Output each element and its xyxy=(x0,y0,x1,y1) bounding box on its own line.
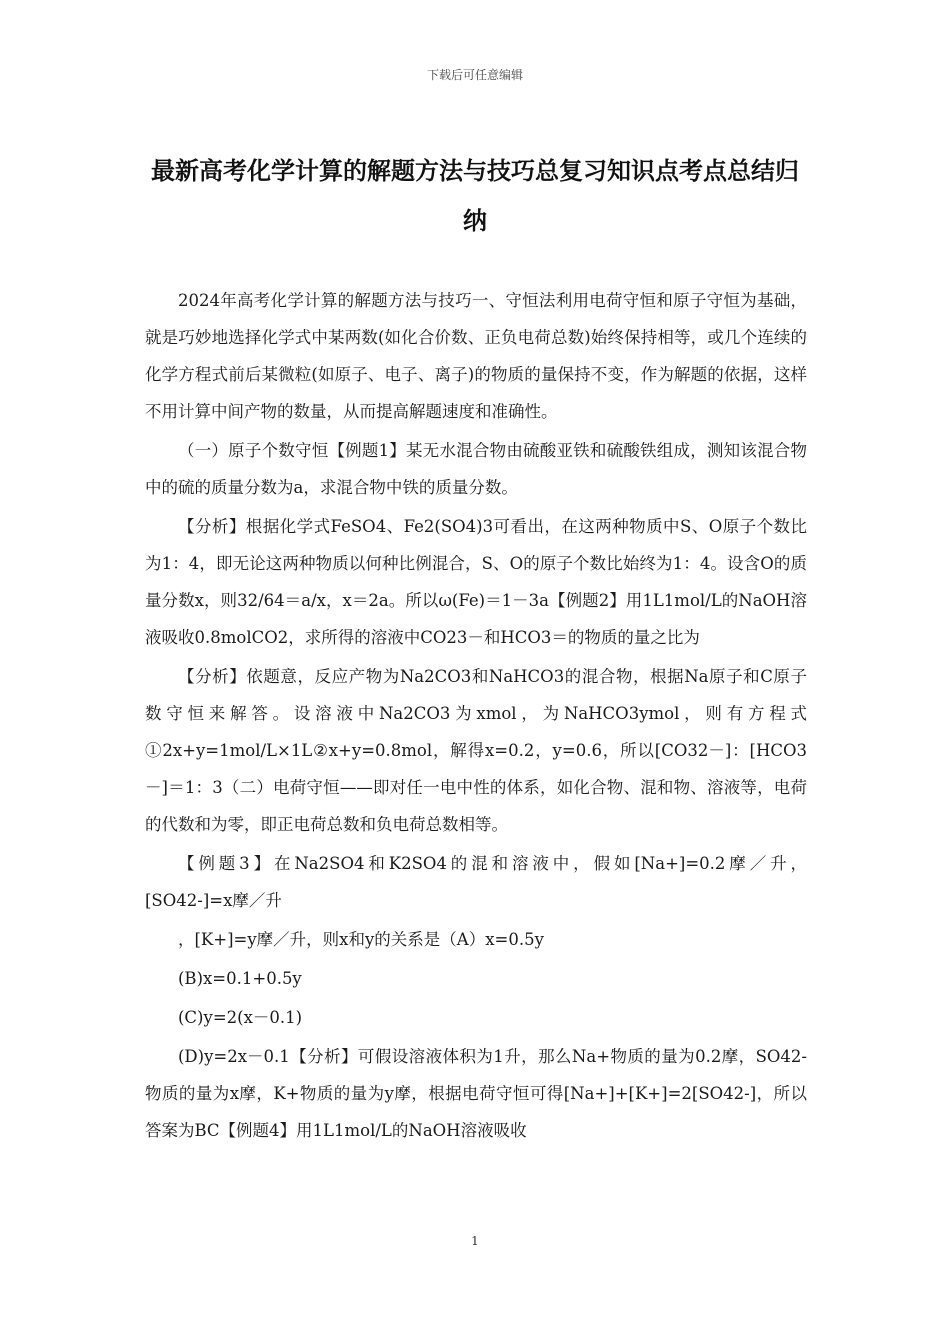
paragraph-option-b: (B)x=0.1+0.5y xyxy=(178,969,302,988)
page-header: 下载后可任意编辑 xyxy=(426,68,523,82)
paragraph-example-1: （一）原子个数守恒【例题1】某无水混合物由硫酸亚铁和硫酸铁组成，测知该混合物中的硫的质量分数为a，求混合物中铁的质量分数。 xyxy=(145,441,807,497)
paragraph-analysis-2: 【分析】依题意，反应产物为Na2CO3和NaHCO3的混合物，根据Na原子和C原子数守恒来解答。设溶液中Na2CO3为xmol，为NaHCO3ymol，则有方程式①2x+y=1mol/L×1L②x+y=0.8mol，解得x=0.2，y=0.6，所以[CO32－]：[HCO3－]＝1：3（二）电荷守恒——即对任一电中性的体系，如化合物、混和物、溶液等，电荷的代数和为零，即正电荷总数和负电荷总数相等。 xyxy=(145,667,807,834)
paragraph-option-c: (C)y=2(x－0.1) xyxy=(178,1008,303,1027)
document-body xyxy=(145,282,807,1151)
paragraph-intro: 2024年高考化学计算的解题方法与技巧一、守恒法利用电荷守恒和原子守恒为基础，就是巧妙地选择化学式中某两数(如化合价数、正负电荷总数)始终保持相等，或几个连续的化学方程式前后某微粒(如原子、电子、离子)的物质的量保持不变，作为解题的依据，这样不用计算中间产物的数量，从而提高解题速度和准确性。 xyxy=(145,291,807,421)
paragraph-analysis-1: 【分析】根据化学式FeSO4、Fe2(SO4)3可看出，在这两种物质中S、O原子个数比为1：4，即无论这两种物质以何种比例混合，S、O的原子个数比始终为1：4。设含O的质量分数x，则32/64＝a/x，x＝2a。所以ω(Fe)＝1－3a【例题2】用1L1mol/L的NaOH溶液吸收0.8molCO2，求所得的溶液中CO23－和HCO3＝的物质的量之比为 xyxy=(145,517,807,647)
paragraph-option-d: (D)y=2x－0.1【分析】可假设溶液体积为1升，那么Na+物质的量为0.2摩，SO42-物质的量为x摩，K+物质的量为y摩，根据电荷守恒可得[Na+]+[K+]=2[SO42-]，所以答案为BC【例题4】用1L1mol/L的NaOH溶液吸收 xyxy=(145,1047,807,1140)
page-number: 1 xyxy=(471,1234,479,1248)
paragraph-example-3: 【例题3】在Na2SO4和K2SO4的混和溶液中，假如[Na+]=0.2摩／升，[SO42-]=x摩／升 xyxy=(145,854,807,910)
paragraph-option-a: ，[K+]=y摩／升，则x和y的关系是（A）x=0.5y xyxy=(178,930,544,949)
document-title: 最新高考化学计算的解题方法与技巧总复习知识点考点总结归纳 xyxy=(151,157,799,235)
